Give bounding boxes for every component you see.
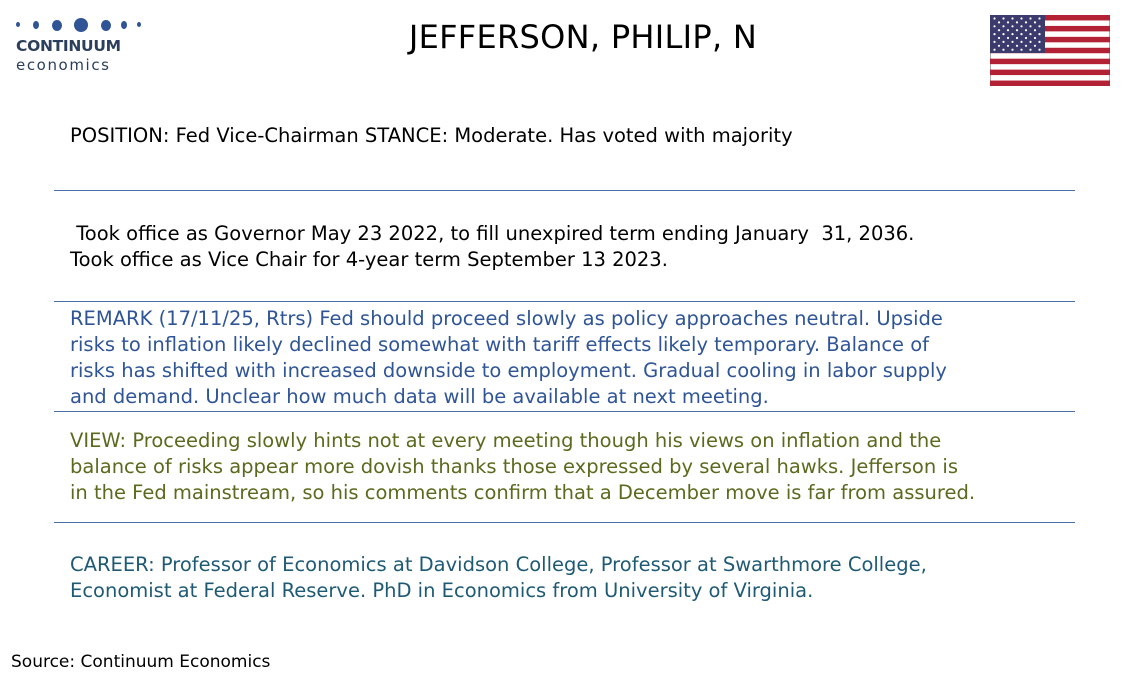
flag-star — [998, 21, 1000, 23]
flag-star — [1016, 37, 1018, 39]
flag-star — [1034, 29, 1036, 31]
flag-star — [998, 29, 1000, 31]
flag-stripe — [990, 70, 1110, 75]
flag-star — [1011, 49, 1013, 51]
flag-star — [1029, 41, 1031, 43]
flag-star — [1029, 49, 1031, 51]
flag-star — [1016, 45, 1018, 47]
view-section — [70, 428, 975, 506]
flag-star — [998, 37, 1000, 39]
flag-star — [993, 49, 995, 51]
view-line: balance of risks appear more dovish thanks those expressed by several hawks. Jefferson is — [70, 455, 958, 478]
flag-star — [1007, 21, 1009, 23]
flag-star — [1011, 41, 1013, 43]
divider — [54, 301, 1075, 302]
view-line: VIEW: Proceeding slowly hints not at every meeting though his views on inflation and the — [70, 429, 942, 452]
flag-star — [1007, 45, 1009, 47]
remark-line: risks to inflation likely declined somewhat with tariff effects likely temporary. Balance of — [70, 333, 930, 356]
remark-section — [70, 306, 947, 410]
flag-star — [1034, 37, 1036, 39]
flag-star — [1016, 29, 1018, 31]
flag-star — [1025, 21, 1027, 23]
flag-star — [993, 25, 995, 27]
flag-star — [1002, 25, 1004, 27]
flag-star — [1002, 17, 1004, 19]
logo-name: CONTINUUM — [16, 37, 121, 55]
divider — [54, 190, 1075, 191]
flag-star — [1020, 25, 1022, 27]
flag-star — [1020, 49, 1022, 51]
flag-star — [1025, 29, 1027, 31]
tenure-section — [70, 221, 914, 273]
remark-line: risks has shifted with increased downside to employment. Gradual cooling in labor supply — [70, 359, 947, 382]
flag-star — [1020, 41, 1022, 43]
logo-subtitle: economics — [16, 56, 111, 74]
flag-star — [1025, 45, 1027, 47]
flag-star — [1016, 21, 1018, 23]
flag-star — [1020, 33, 1022, 35]
flag-star — [1020, 17, 1022, 19]
flag-star — [1029, 33, 1031, 35]
remark-line: REMARK (17/11/25, Rtrs) Fed should proceed slowly as policy approaches neutral. Upside — [70, 307, 943, 330]
flag-star — [1002, 41, 1004, 43]
flag-star — [1038, 17, 1040, 19]
tenure-line: Took office as Governor May 23 2022, to fill unexpired term ending January 31, 2036. — [70, 222, 915, 245]
flag-star — [993, 33, 995, 35]
career-line: Economist at Federal Reserve. PhD in Economics from University of Virginia. — [70, 579, 814, 602]
flag-star — [1038, 41, 1040, 43]
flag-star — [1002, 49, 1004, 51]
flag-star — [1002, 33, 1004, 35]
flag-star — [1011, 33, 1013, 35]
flag-star — [1038, 49, 1040, 51]
tenure-line: Took office as Vice Chair for 4-year term September 13 2023. — [70, 248, 668, 271]
flag-star — [1007, 29, 1009, 31]
flag-star — [993, 17, 995, 19]
divider — [54, 411, 1075, 412]
flag-star — [1034, 45, 1036, 47]
flag-star — [1011, 17, 1013, 19]
flag-star — [1038, 33, 1040, 35]
page-title: JEFFERSON, PHILIP, N — [408, 18, 758, 56]
us-flag-icon — [990, 15, 1110, 86]
flag-star — [1034, 21, 1036, 23]
flag-star — [1025, 37, 1027, 39]
flag-star — [993, 41, 995, 43]
view-line: in the Fed mainstream, so his comments confirm that a December move is far from assured. — [70, 481, 976, 504]
flag-star — [1007, 37, 1009, 39]
flag-star — [1011, 25, 1013, 27]
flag-stripe — [990, 81, 1110, 86]
flag-star — [998, 45, 1000, 47]
remark-line: and demand. Unclear how much data will be available at next meeting. — [70, 385, 769, 408]
flag-star — [1029, 25, 1031, 27]
career-line: CAREER: Professor of Economics at Davidson College, Professor at Swarthmore College, — [70, 553, 927, 576]
position-stance: POSITION: Fed Vice-Chairman STANCE: Moderate. Has voted with majority — [70, 124, 793, 147]
flag-stripe — [990, 59, 1110, 64]
flag-star — [1038, 25, 1040, 27]
source-note: Source: Continuum Economics — [11, 652, 271, 672]
career-section — [70, 552, 927, 604]
flag-star — [1029, 17, 1031, 19]
divider — [54, 522, 1075, 523]
